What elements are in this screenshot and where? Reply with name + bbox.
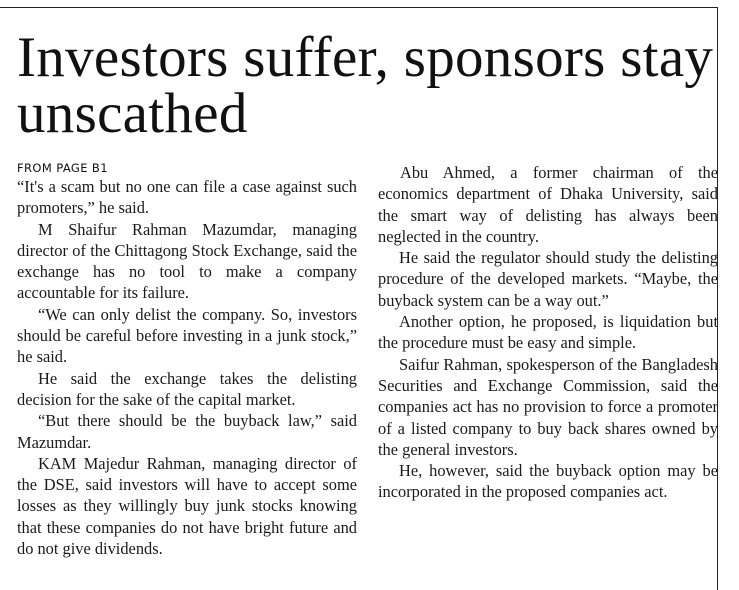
headline: Investors suffer, sponsors stay unscathed <box>17 26 714 145</box>
paragraph: Another option, he proposed, is liquidation but the procedure must be easy and simple. <box>378 312 718 353</box>
paragraph: He said the regulator should study the delisting procedure of the developed markets. “Maybe, the buyback system can be a way out.” <box>378 248 718 310</box>
paragraph: He, however, said the buyback option may be incorporated in the proposed companies act. <box>378 461 718 502</box>
paragraph: He said the exchange takes the delisting decision for the sake of the capital market. <box>17 368 357 409</box>
right-column <box>378 162 718 503</box>
paragraph: Saifur Rahman, spokesperson of the Bangladesh Securities and Exchange Commission, said the companies act has no provision to force a promoter of a listed company to buy back shares owned by the general investors. <box>378 354 718 459</box>
left-column <box>17 162 357 559</box>
paragraph: Abu Ahmed, a former chairman of the economics department of Dhaka University, said the smart way of delisting has always been neglected in the country. <box>378 163 718 246</box>
paragraph: KAM Majedur Rahman, managing director of the DSE, said investors will have to accept some losses as they willingly buy junk stocks knowing that these companies do not have bright future and do not give dividends. <box>17 453 357 559</box>
jump-label: FROM PAGE B1 <box>17 161 108 175</box>
paragraph: “We can only delist the company. So, investors should be careful before investing in a junk stock,” he said. <box>17 304 357 367</box>
paragraph: “It's a scam but no one can file a case against such promoters,” he said. <box>17 177 357 218</box>
paragraph: “But there should be the buyback law,” said Mazumdar. <box>17 411 357 452</box>
top-rule <box>0 7 717 8</box>
paragraph: M Shaifur Rahman Mazumdar, managing director of the Chittagong Stock Exchange, said the exchange has no tool to make a company accountable for its failure. <box>17 219 357 303</box>
article-body <box>17 160 717 590</box>
